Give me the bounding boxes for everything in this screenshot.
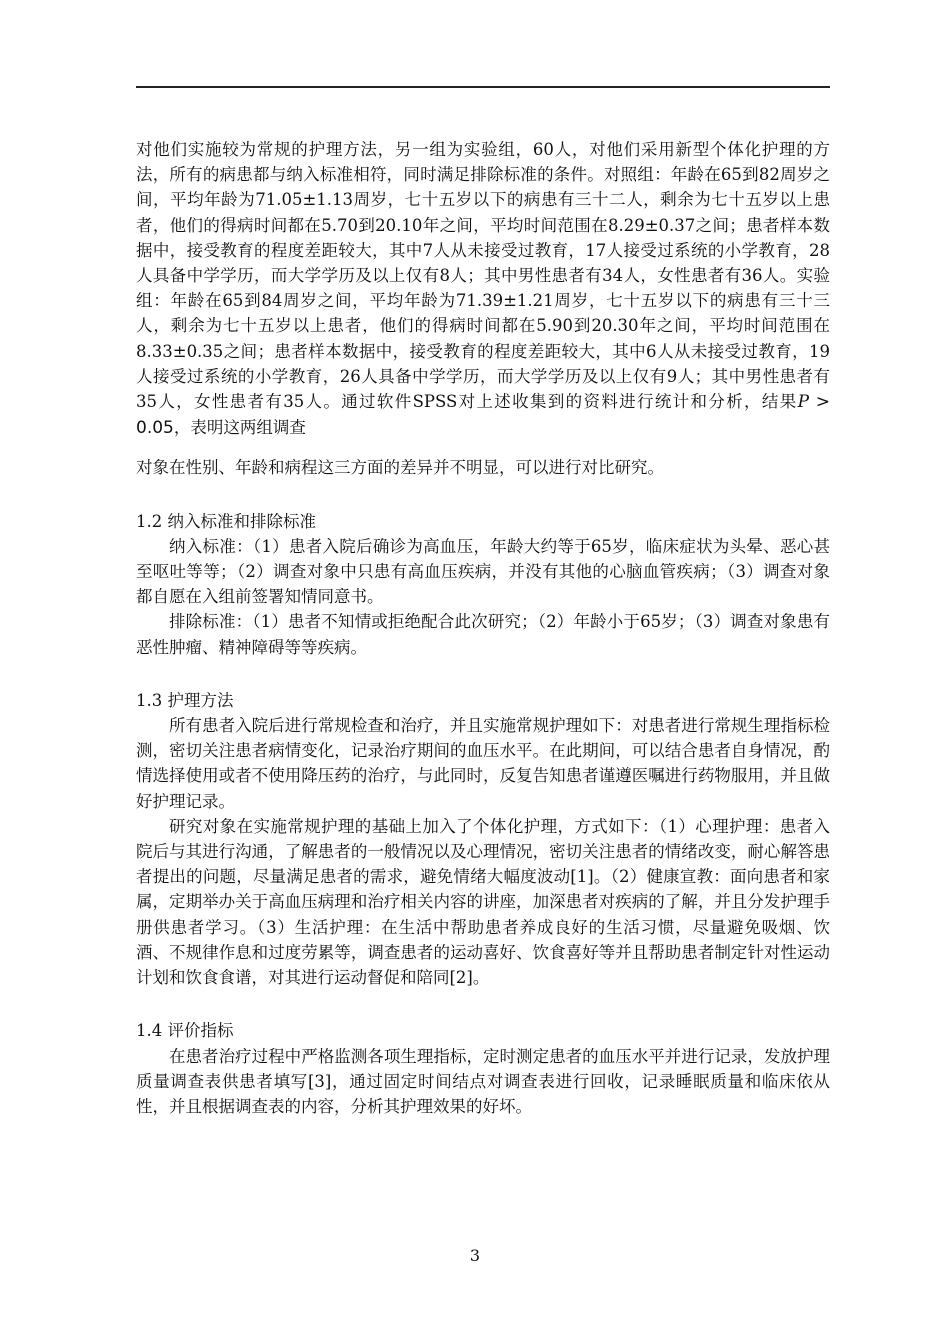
document-body — [136, 137, 830, 1119]
spacer — [136, 660, 830, 688]
p-value-formula: P > 0.05 — [136, 392, 831, 439]
section-heading-1-3: 1.3 护理方法 — [136, 690, 234, 710]
section-heading-1-4: 1.4 评价指标 — [136, 1021, 234, 1041]
intro-paragraph — [136, 137, 830, 441]
page-number: 3 — [469, 1246, 481, 1265]
spacer — [136, 990, 830, 1018]
section-heading-1-2: 1.2 纳入标准和排除标准 — [136, 511, 316, 531]
intro-text: 对他们实施较为常规的护理方法，另一组为实验组，60人，对他们采用新型个体化护理的方法，所有的病患都与纳入标准相符，同时满足排除标准的条件。对照组：年龄在65到82周岁之间，平均年龄为71.05±1.13周岁，七十五岁以下的病患有三十二人，剩余为七十五岁以上患者，他们的得病时间都在5.70到20.10年之间，平均时间范围在8.29±0.37之间；患者样本数据中，接受教育的程度差距较大，其中7人从未接受过教育，17人接受过系统的小学教育，28人具备中学学历，而大学学历及以上仅有8人；其中男性患者有34人，女性患者有36人。实验组：年龄在65到84周岁之间，平均年龄为71.39±1.21周岁，七十五岁以下的病患有三十三人，剩余为七十五岁以上患者，他们的得病时间都在5.90到20.30年之间，平均时间范围在8.33±0.35之间；患者样本数据中，接受教育的程度差距较大，其中6人从未接受过教育，19人接受过系统的小学教育，26人具备中学学历，而大学学历及以上仅有9人；其中男性患者有35人，女性患者有35人。通过软件SPSS对上述收集到的资料进行统计和分析，结果 — [136, 140, 830, 412]
exclusion-criteria: 排除标准：（1）患者不知情或拒绝配合此次研究；（2）年龄小于65岁；（3）调查对象患有恶性肿瘤、精神障碍等等疾病。 — [136, 612, 830, 657]
spacer — [136, 481, 830, 509]
intro-continuation: 对象在性别、年龄和病程这三方面的差异并不明显，可以进行对比研究。 — [136, 458, 664, 478]
intro-text-after: ，表明这两组调查 — [173, 418, 306, 438]
nursing-method-paragraph-2: 研究对象在实施常规护理的基础上加入了个体化护理，方式如下：（1）心理护理：患者入院后与其进行沟通，了解患者的一般情况以及心理情况，密切关注患者的情绪改变，耐心解答患者提出的问题，尽量满足患者的需求，避免情绪大幅度波动[1]。（2）健康宣教：面向患者和家属，定期举办关于高血压病理和治疗相关内容的讲座，加深患者对疾病的了解，并且分发护理手册供患者学习。（3）生活护理：在生活中帮助患者养成良好的生活习惯，尽量避免吸烟、饮酒、不规律作息和过度劳累等，调查患者的运动喜好、饮食喜好等并且帮助患者制定针对性运动计划和饮食食谱，对其进行运动督促和陪同[2]。 — [136, 816, 830, 988]
header-rule — [136, 86, 830, 88]
evaluation-paragraph: 在患者治疗过程中严格监测各项生理指标，定时测定患者的血压水平并进行记录，发放护理质量调查表供患者填写[3]，通过固定时间结点对调查表进行回收，记录睡眠质量和临床依从性，并且根据调查表的内容，分析其护理效果的好坏。 — [136, 1046, 830, 1116]
nursing-method-paragraph-1: 所有患者入院后进行常规检查和治疗，并且实施常规护理如下：对患者进行常规生理指标检测，密切关注患者病情变化，记录治疗期间的血压水平。在此期间，可以结合患者自身情况，酌情选择使用或者不使用降压药的治疗，与此同时，反复告知患者谨遵医嘱进行药物服用，并且做好护理记录。 — [136, 716, 830, 811]
spacer — [136, 441, 830, 455]
inclusion-criteria: 纳入标准：（1）患者入院后确诊为高血压，年龄大约等于65岁，临床症状为头晕、恶心甚至呕吐等等；（2）调查对象中只患有高血压疾病，并没有其他的心脑血管疾病；（3）调查对象都自愿在入组前签署知情同意书。 — [136, 536, 830, 607]
